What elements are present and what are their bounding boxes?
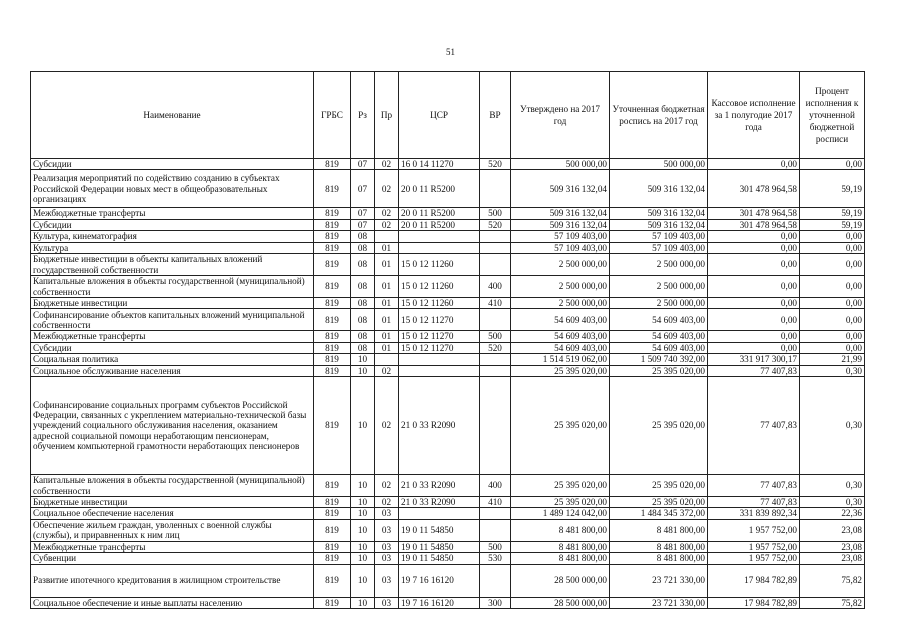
table-cell-approved: 8 481 800,00 [511,553,610,564]
table-cell-cash: 301 478 964,58 [708,170,800,208]
table-cell-rz: 07 [351,170,375,208]
table-cell-pr: 02 [375,377,399,475]
table-cell-vr: 410 [480,497,511,508]
table-cell-approved: 8 481 800,00 [511,519,610,541]
table-cell-name: Субсидии [31,159,314,170]
table-cell-rz: 07 [351,219,375,230]
table-cell-vr [480,377,511,475]
table-cell-pr: 03 [375,541,399,552]
table-header-row [31,72,865,159]
table-cell-cash: 1 957 752,00 [708,519,800,541]
table-cell-rz: 08 [351,276,375,298]
table-row [31,553,865,564]
table-cell-csr: 15 0 12 11260 [399,276,480,298]
table-cell-grbs: 819 [314,377,351,475]
table-body [31,159,865,609]
table-cell-csr: 15 0 12 11260 [399,298,480,309]
table-cell-pr: 03 [375,597,399,608]
table-cell-pr: 02 [375,219,399,230]
table-cell-grbs: 819 [314,475,351,497]
table-cell-grbs: 819 [314,254,351,276]
table-cell-name: Бюджетные инвестиции в объекты капитальных вложений государственной собственности [31,254,314,276]
table-cell-vr: 400 [480,475,511,497]
table-cell-refined: 500 000,00 [610,159,708,170]
table-cell-percent: 75,82 [800,597,865,608]
table-cell-percent: 0,00 [800,342,865,353]
table-cell-vr [480,365,511,376]
table-cell-name: Культура [31,242,314,253]
table-cell-rz: 07 [351,208,375,219]
table-cell-vr: 530 [480,553,511,564]
table-cell-approved: 509 316 132,04 [511,208,610,219]
table-cell-percent: 75,82 [800,564,865,597]
table-row [31,377,865,475]
table-cell-grbs: 819 [314,159,351,170]
table-cell-name: Межбюджетные трансферты [31,208,314,219]
table-cell-pr: 01 [375,242,399,253]
table-cell-percent: 21,99 [800,354,865,365]
column-header-vr: ВР [480,72,511,159]
table-cell-grbs: 819 [314,553,351,564]
table-cell-csr [399,508,480,519]
budget-execution-table [30,71,865,609]
table-cell-grbs: 819 [314,276,351,298]
column-header-refined: Уточненная бюджетная роспись на 2017 год [610,72,708,159]
table-cell-approved: 57 109 403,00 [511,242,610,253]
table-cell-csr: 19 7 16 16120 [399,597,480,608]
table-cell-csr: 15 0 12 11260 [399,254,480,276]
table-cell-name: Культура, кинематография [31,231,314,242]
table-cell-percent: 22,36 [800,508,865,519]
table-cell-csr: 21 0 33 R2090 [399,475,480,497]
table-cell-name: Межбюджетные трансферты [31,541,314,552]
table-cell-refined: 8 481 800,00 [610,541,708,552]
table-row [31,354,865,365]
table-cell-approved: 25 395 020,00 [511,497,610,508]
table-cell-cash: 331 839 892,34 [708,508,800,519]
table-cell-pr: 02 [375,159,399,170]
table-cell-rz: 07 [351,159,375,170]
table-cell-csr: 21 0 33 R2090 [399,497,480,508]
table-cell-pr: 01 [375,276,399,298]
table-cell-vr: 410 [480,298,511,309]
table-cell-vr: 400 [480,276,511,298]
table-cell-rz: 08 [351,342,375,353]
table-cell-approved: 25 395 020,00 [511,377,610,475]
table-cell-refined: 2 500 000,00 [610,254,708,276]
table-cell-name: Межбюджетные трансферты [31,331,314,342]
table-cell-vr: 500 [480,331,511,342]
table-cell-rz: 10 [351,354,375,365]
table-cell-approved: 2 500 000,00 [511,254,610,276]
table-row [31,298,865,309]
table-cell-refined: 509 316 132,04 [610,208,708,219]
table-cell-approved: 500 000,00 [511,159,610,170]
table-cell-vr [480,170,511,208]
table-row [31,342,865,353]
table-cell-vr [480,519,511,541]
table-cell-cash: 0,00 [708,159,800,170]
table-cell-name: Обеспечение жильем граждан, уволенных с военной службы (службы), и приравненных к ним лиц [31,519,314,541]
table-cell-cash: 0,00 [708,331,800,342]
table-cell-pr: 03 [375,519,399,541]
table-cell-csr: 15 0 12 11270 [399,309,480,331]
table-cell-approved: 1 514 519 062,00 [511,354,610,365]
table-cell-rz: 10 [351,475,375,497]
table-cell-refined: 25 395 020,00 [610,475,708,497]
table-cell-csr: 20 0 11 R5200 [399,219,480,230]
table-cell-pr: 02 [375,170,399,208]
table-cell-vr [480,508,511,519]
table-cell-csr: 19 0 11 54850 [399,553,480,564]
table-row [31,159,865,170]
table-cell-refined: 2 500 000,00 [610,276,708,298]
table-cell-cash: 77 407,83 [708,377,800,475]
table-cell-cash: 0,00 [708,309,800,331]
table-cell-refined: 1 484 345 372,00 [610,508,708,519]
column-header-csr: ЦСР [399,72,480,159]
table-cell-refined: 8 481 800,00 [610,553,708,564]
table-cell-rz: 10 [351,564,375,597]
table-cell-percent: 59,19 [800,219,865,230]
table-cell-pr [375,354,399,365]
table-cell-grbs: 819 [314,331,351,342]
table-row [31,541,865,552]
table-cell-refined: 8 481 800,00 [610,519,708,541]
table-cell-csr: 19 0 11 54850 [399,541,480,552]
table-cell-name: Социальное обеспечение населения [31,508,314,519]
table-cell-cash: 0,00 [708,276,800,298]
table-cell-csr: 15 0 12 11270 [399,331,480,342]
table-cell-approved: 1 489 124 042,00 [511,508,610,519]
table-cell-rz: 08 [351,254,375,276]
table-cell-pr: 02 [375,475,399,497]
table-cell-rz: 10 [351,541,375,552]
table-cell-approved: 54 609 403,00 [511,309,610,331]
table-cell-vr [480,254,511,276]
table-cell-percent: 59,19 [800,170,865,208]
table-cell-csr: 16 0 14 11270 [399,159,480,170]
table-cell-grbs: 819 [314,242,351,253]
table-cell-vr: 500 [480,541,511,552]
column-header-approved: Утверждено на 2017 год [511,72,610,159]
table-cell-vr [480,231,511,242]
table-cell-percent: 0,00 [800,331,865,342]
table-cell-refined: 25 395 020,00 [610,497,708,508]
table-cell-rz: 08 [351,242,375,253]
table-cell-csr [399,231,480,242]
table-cell-pr: 01 [375,331,399,342]
table-cell-rz: 10 [351,519,375,541]
table-cell-percent: 0,00 [800,159,865,170]
table-cell-name: Социальная политика [31,354,314,365]
table-cell-pr: 01 [375,309,399,331]
table-cell-pr [375,231,399,242]
column-header-cash: Кассовое исполнение за 1 полугодие 2017 года [708,72,800,159]
table-cell-rz: 10 [351,597,375,608]
table-cell-csr: 20 0 11 R5200 [399,208,480,219]
table-cell-cash: 0,00 [708,298,800,309]
table-row [31,519,865,541]
table-cell-name: Бюджетные инвестиции [31,298,314,309]
table-cell-approved: 54 609 403,00 [511,331,610,342]
table-cell-percent: 0,00 [800,298,865,309]
table-cell-rz: 10 [351,553,375,564]
table-cell-vr: 520 [480,159,511,170]
table-cell-csr [399,365,480,376]
table-cell-cash: 1 957 752,00 [708,553,800,564]
table-cell-name: Реализация мероприятий по содействию созданию в субъектах Российской Федерации новых мест в общеобразовательных организациях [31,170,314,208]
table-cell-refined: 509 316 132,04 [610,170,708,208]
table-cell-name: Социальное обеспечение и иные выплаты населению [31,597,314,608]
table-cell-cash: 17 984 782,89 [708,564,800,597]
table-cell-grbs: 819 [314,597,351,608]
table-row [31,254,865,276]
table-cell-refined: 54 609 403,00 [610,309,708,331]
table-cell-grbs: 819 [314,541,351,552]
table-cell-cash: 0,00 [708,342,800,353]
table-cell-name: Софинансирование социальных программ субъектов Российской Федерации, связанных с укреплением материально-технической базы учреждений социального обслуживания населения, оказанием адресной социальной помощи неработающим пенсионерам, обучением компьютерной грамотности неработающих пенсионеров [31,377,314,475]
column-header-grbs: ГРБС [314,72,351,159]
table-cell-name: Софинансирование объектов капитальных вложений муниципальной собственности [31,309,314,331]
table-cell-vr: 300 [480,597,511,608]
table-cell-grbs: 819 [314,342,351,353]
table-cell-grbs: 819 [314,564,351,597]
table-cell-vr: 500 [480,208,511,219]
table-cell-grbs: 819 [314,309,351,331]
table-cell-grbs: 819 [314,497,351,508]
table-cell-approved: 54 609 403,00 [511,342,610,353]
table-cell-cash: 77 407,83 [708,365,800,376]
table-cell-approved: 28 500 000,00 [511,564,610,597]
table-row [31,309,865,331]
table-cell-rz: 10 [351,365,375,376]
table-cell-pr: 03 [375,508,399,519]
table-cell-cash: 77 407,83 [708,497,800,508]
table-row [31,231,865,242]
table-cell-approved: 2 500 000,00 [511,298,610,309]
table-row [31,597,865,608]
table-cell-grbs: 819 [314,298,351,309]
table-cell-refined: 57 109 403,00 [610,231,708,242]
table-row [31,365,865,376]
table-cell-rz: 08 [351,331,375,342]
table-cell-pr: 03 [375,564,399,597]
table-cell-grbs: 819 [314,170,351,208]
table-cell-csr [399,354,480,365]
table-cell-csr: 19 0 11 54850 [399,519,480,541]
table-cell-approved: 2 500 000,00 [511,276,610,298]
table-cell-grbs: 819 [314,219,351,230]
table-cell-refined: 509 316 132,04 [610,219,708,230]
table-cell-refined: 23 721 330,00 [610,564,708,597]
table-cell-csr: 21 0 33 R2090 [399,377,480,475]
table-cell-rz: 08 [351,309,375,331]
table-cell-name: Капитальные вложения в объекты государственной (муниципальной) собственности [31,475,314,497]
table-cell-name: Бюджетные инвестиции [31,497,314,508]
table-row [31,331,865,342]
table-cell-grbs: 819 [314,208,351,219]
table-cell-percent: 0,00 [800,254,865,276]
table-cell-cash: 1 957 752,00 [708,541,800,552]
column-header-rz: Рз [351,72,375,159]
table-row [31,475,865,497]
table-cell-grbs: 819 [314,231,351,242]
table-cell-vr [480,242,511,253]
table-row [31,242,865,253]
table-cell-rz: 08 [351,231,375,242]
table-cell-approved: 25 395 020,00 [511,365,610,376]
table-cell-name: Субсидии [31,219,314,230]
table-row [31,208,865,219]
table-cell-rz: 10 [351,508,375,519]
table-cell-grbs: 819 [314,508,351,519]
table-cell-cash: 0,00 [708,242,800,253]
table-cell-percent: 23,08 [800,553,865,564]
column-header-percent: Процент исполнения к уточненной бюджетной росписи [800,72,865,159]
table-cell-cash: 301 478 964,58 [708,208,800,219]
table-cell-approved: 8 481 800,00 [511,541,610,552]
table-cell-name: Социальное обслуживание населения [31,365,314,376]
table-cell-grbs: 819 [314,519,351,541]
table-cell-name: Развитие ипотечного кредитования в жилищном строительстве [31,564,314,597]
table-cell-pr: 02 [375,208,399,219]
table-cell-csr: 19 7 16 16120 [399,564,480,597]
table-cell-percent: 0,00 [800,231,865,242]
table-cell-percent: 23,08 [800,519,865,541]
table-row [31,564,865,597]
table-cell-refined: 25 395 020,00 [610,365,708,376]
table-cell-approved: 509 316 132,04 [511,219,610,230]
table-cell-percent: 23,08 [800,541,865,552]
table-cell-refined: 57 109 403,00 [610,242,708,253]
table-row [31,497,865,508]
table-cell-vr [480,309,511,331]
table-cell-refined: 1 509 740 392,00 [610,354,708,365]
table-cell-vr [480,354,511,365]
table-cell-percent: 59,19 [800,208,865,219]
table-cell-approved: 28 500 000,00 [511,597,610,608]
table-cell-percent: 0,30 [800,377,865,475]
table-cell-grbs: 819 [314,354,351,365]
table-cell-cash: 0,00 [708,254,800,276]
table-cell-name: Капитальные вложения в объекты государственной (муниципальной) собственности [31,276,314,298]
table-cell-rz: 10 [351,497,375,508]
column-header-pr: Пр [375,72,399,159]
table-cell-grbs: 819 [314,365,351,376]
table-cell-vr: 520 [480,219,511,230]
table-cell-pr: 03 [375,553,399,564]
table-cell-pr: 02 [375,497,399,508]
table-cell-name: Субсидии [31,342,314,353]
table-cell-percent: 0,30 [800,365,865,376]
table-cell-percent: 0,00 [800,309,865,331]
table-cell-percent: 0,00 [800,242,865,253]
table-cell-cash: 17 984 782,89 [708,597,800,608]
table-row [31,508,865,519]
table-cell-pr: 01 [375,298,399,309]
table-cell-refined: 2 500 000,00 [610,298,708,309]
table-cell-refined: 54 609 403,00 [610,331,708,342]
table-cell-percent: 0,00 [800,276,865,298]
table-cell-rz: 10 [351,377,375,475]
table-cell-pr: 01 [375,254,399,276]
table-row [31,276,865,298]
table-cell-cash: 331 917 300,17 [708,354,800,365]
table-cell-percent: 0,30 [800,475,865,497]
column-header-name: Наименование [31,72,314,159]
page-number: 51 [446,47,455,57]
table-cell-cash: 0,00 [708,231,800,242]
table-cell-approved: 25 395 020,00 [511,475,610,497]
table-row [31,170,865,208]
table-cell-csr: 20 0 11 R5200 [399,170,480,208]
table-cell-approved: 509 316 132,04 [511,170,610,208]
table-cell-vr [480,564,511,597]
table-cell-refined: 54 609 403,00 [610,342,708,353]
table-cell-pr: 01 [375,342,399,353]
table-cell-percent: 0,30 [800,497,865,508]
table-cell-name: Субвенции [31,553,314,564]
table-cell-approved: 57 109 403,00 [511,231,610,242]
table-cell-rz: 08 [351,298,375,309]
table-row [31,219,865,230]
table-cell-refined: 23 721 330,00 [610,597,708,608]
table-cell-csr [399,242,480,253]
table-cell-refined: 25 395 020,00 [610,377,708,475]
table-cell-csr: 15 0 12 11270 [399,342,480,353]
table-cell-vr: 520 [480,342,511,353]
table-cell-cash: 77 407,83 [708,475,800,497]
table-cell-cash: 301 478 964,58 [708,219,800,230]
table-cell-pr: 02 [375,365,399,376]
